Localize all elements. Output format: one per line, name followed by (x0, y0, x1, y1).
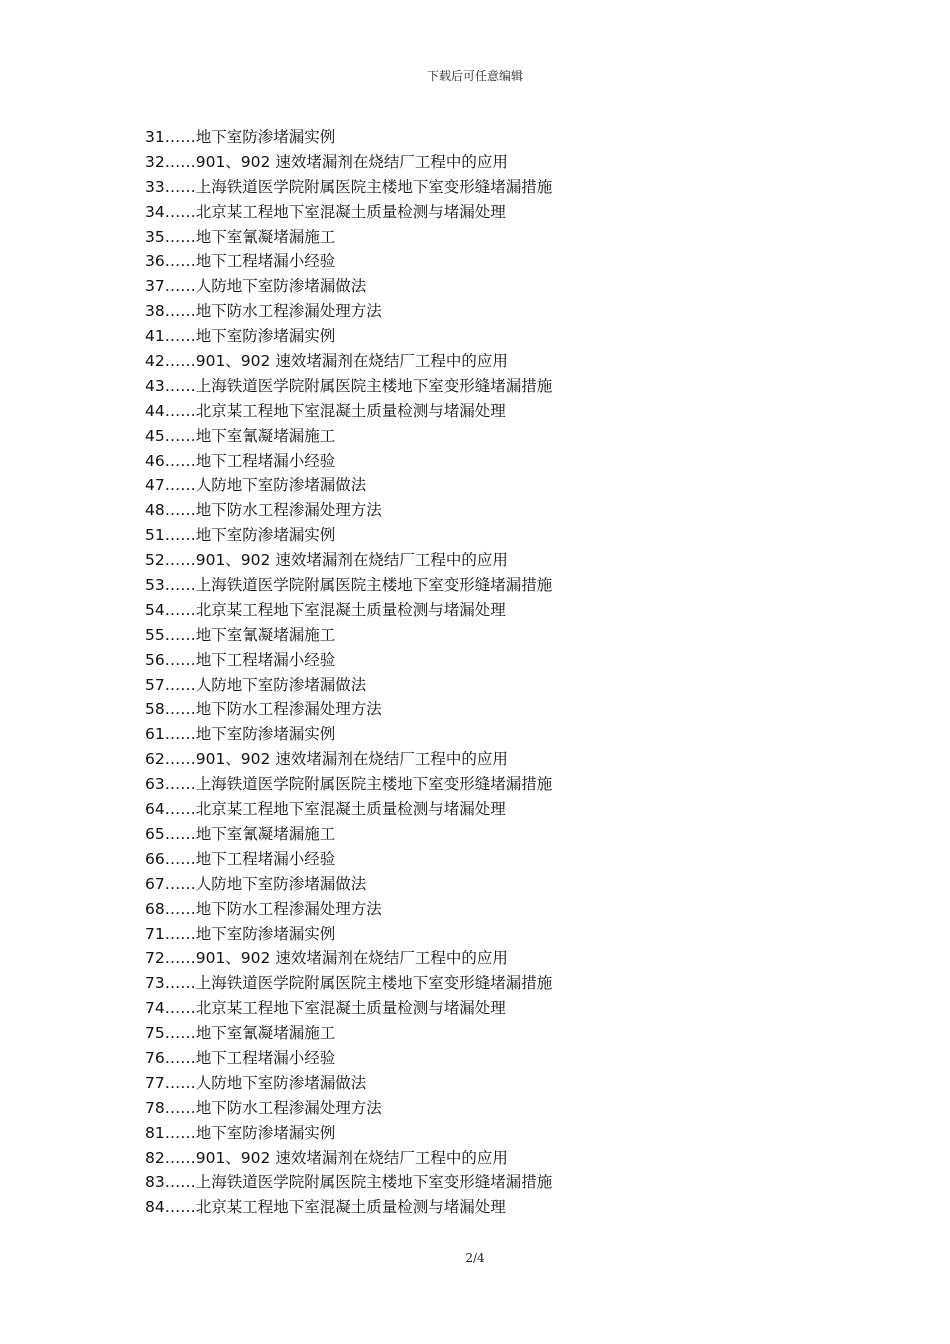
toc-line: 78……地下防水工程渗漏处理方法 (145, 1098, 382, 1117)
toc-line: 31……地下室防渗堵漏实例 (145, 128, 336, 146)
toc-line: 84……北京某工程地下室混凝土质量检测与堵漏处理 (145, 1198, 506, 1217)
toc-line: 61……地下室防渗堵漏实例 (145, 725, 336, 744)
toc-line: 83……上海铁道医学院附属医院主楼地下室变形缝堵漏措施 (145, 1173, 553, 1192)
toc-line: 68……地下防水工程渗漏处理方法 (145, 899, 382, 918)
toc-line: 47……人防地下室防渗堵漏做法 (145, 476, 367, 495)
toc-list (145, 125, 865, 1220)
toc-line: 34……北京某工程地下室混凝土质量检测与堵漏处理 (145, 202, 506, 221)
toc-line: 72……901、902 速效堵漏剂在烧结厂工程中的应用 (145, 949, 508, 968)
toc-line: 64……北京某工程地下室混凝土质量检测与堵漏处理 (145, 800, 506, 819)
toc-line: 53……上海铁道医学院附属医院主楼地下室变形缝堵漏措施 (145, 576, 553, 595)
toc-line: 42……901、902 速效堵漏剂在烧结厂工程中的应用 (145, 352, 508, 371)
toc-line: 48……地下防水工程渗漏处理方法 (145, 501, 382, 520)
toc-line: 77……人防地下室防渗堵漏做法 (145, 1073, 367, 1092)
toc-line: 55……地下室氰凝堵漏施工 (145, 625, 336, 644)
toc-line: 32……901、902 速效堵漏剂在烧结厂工程中的应用 (145, 152, 508, 171)
toc-line: 38……地下防水工程渗漏处理方法 (145, 302, 382, 321)
toc-line: 57……人防地下室防渗堵漏做法 (145, 675, 367, 694)
toc-line: 43……上海铁道医学院附属医院主楼地下室变形缝堵漏措施 (145, 376, 553, 395)
toc-line: 56……地下工程堵漏小经验 (145, 650, 336, 669)
page-header: 下载后可任意编辑 (426, 69, 523, 83)
toc-line: 44……北京某工程地下室混凝土质量检测与堵漏处理 (145, 401, 506, 420)
toc-line: 54……北京某工程地下室混凝土质量检测与堵漏处理 (145, 600, 506, 619)
toc-line: 75……地下室氰凝堵漏施工 (145, 1024, 336, 1043)
toc-line: 73……上海铁道医学院附属医院主楼地下室变形缝堵漏措施 (145, 974, 553, 993)
toc-line: 33……上海铁道医学院附属医院主楼地下室变形缝堵漏措施 (145, 177, 553, 196)
toc-line: 52……901、902 速效堵漏剂在烧结厂工程中的应用 (145, 551, 508, 570)
page-number: 2/4 (465, 1251, 485, 1265)
toc-line: 37……人防地下室防渗堵漏做法 (145, 277, 367, 296)
toc-line: 76……地下工程堵漏小经验 (145, 1048, 336, 1067)
toc-line: 46……地下工程堵漏小经验 (145, 451, 336, 470)
toc-line: 35……地下室氰凝堵漏施工 (145, 227, 336, 246)
toc-line: 67……人防地下室防渗堵漏做法 (145, 874, 367, 893)
toc-line: 82……901、902 速效堵漏剂在烧结厂工程中的应用 (145, 1148, 508, 1167)
toc-line: 65……地下室氰凝堵漏施工 (145, 824, 336, 843)
toc-line: 45……地下室氰凝堵漏施工 (145, 426, 336, 445)
toc-line: 66……地下工程堵漏小经验 (145, 849, 336, 868)
toc-line: 41……地下室防渗堵漏实例 (145, 327, 336, 346)
toc-line: 58……地下防水工程渗漏处理方法 (145, 700, 382, 719)
toc-line: 81……地下室防渗堵漏实例 (145, 1123, 336, 1142)
toc-line: 51……地下室防渗堵漏实例 (145, 526, 336, 545)
toc-line: 71……地下室防渗堵漏实例 (145, 924, 336, 943)
toc-line: 62……901、902 速效堵漏剂在烧结厂工程中的应用 (145, 750, 508, 769)
toc-line: 36……地下工程堵漏小经验 (145, 252, 336, 271)
toc-line: 74……北京某工程地下室混凝土质量检测与堵漏处理 (145, 999, 506, 1018)
toc-line: 63……上海铁道医学院附属医院主楼地下室变形缝堵漏措施 (145, 775, 553, 794)
